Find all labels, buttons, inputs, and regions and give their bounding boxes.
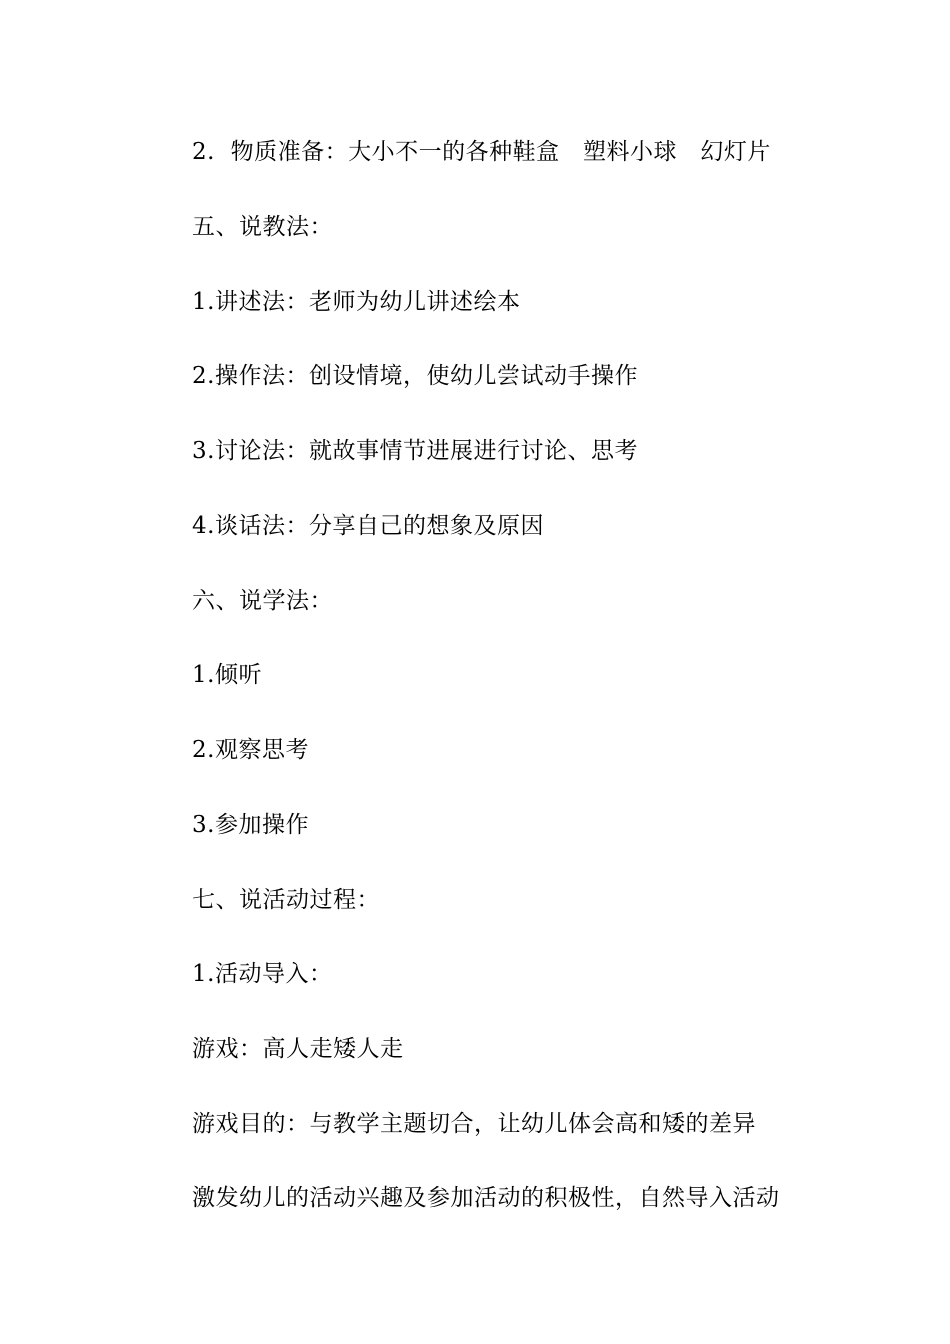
heading-teaching-methods: 五、说教法： [192,214,333,240]
text-line-narration-method: 1.讲述法：老师为幼儿讲述绘本 [192,289,521,315]
text-line-discussion-method: 3.讨论法：就故事情节进展进行讨论、思考 [192,438,638,464]
heading-learning-methods: 六、说学法： [192,588,333,614]
text-line-participate: 3.参加操作 [192,812,309,838]
heading-activity-process: 七、说活动过程： [192,887,380,913]
text-line-operation-method: 2.操作法：创设情境，使幼儿尝试动手操作 [192,363,638,389]
text-line-motivation: 激发幼儿的活动兴趣及参加活动的积极性，自然导入活动 [192,1185,780,1211]
text-line-conversation-method: 4.谈话法：分享自己的想象及原因 [192,513,544,539]
text-line-game: 游戏：高人走矮人走 [192,1036,404,1062]
text-line-listening: 1.倾听 [192,662,262,688]
text-line-material-prep: 2. 物质准备：大小不一的各种鞋盒 塑料小球 幻灯片 [192,139,771,165]
text-line-game-purpose: 游戏目的：与教学主题切合，让幼儿体会高和矮的差异 [192,1111,756,1137]
text-line-activity-intro: 1.活动导入： [192,961,333,987]
text-line-observe-think: 2.观察思考 [192,737,309,763]
